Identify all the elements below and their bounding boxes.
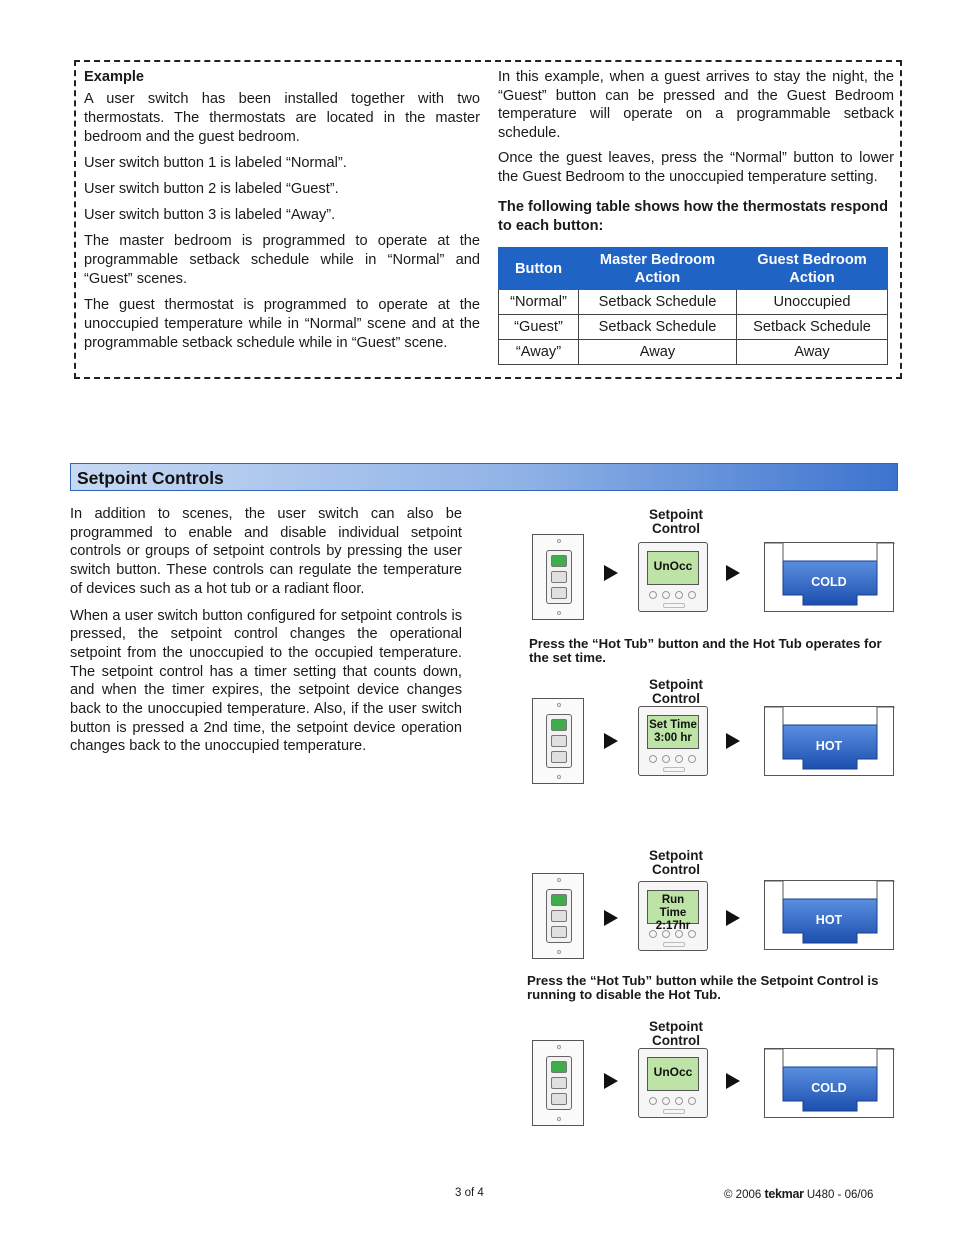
switch-plate xyxy=(546,889,572,943)
setpoint-control-device xyxy=(638,1048,708,1118)
knob-icon xyxy=(662,755,670,763)
example-paragraph: In this example, when a guest arrives to stay the night, the “Guest” button can be pressed and the Guest Bedroom temperature will operate on a programmable setback schedule. xyxy=(498,69,894,141)
lcd-text: Set Time xyxy=(649,719,697,731)
knob-icon xyxy=(675,930,683,938)
diagram-caption: Press the “Hot Tub” button while the Setpoint Control is running to disable the Hot Tub. xyxy=(527,973,879,1002)
table-row xyxy=(499,340,888,365)
user-switch xyxy=(532,873,584,959)
slot-icon xyxy=(663,1109,685,1114)
screw-icon xyxy=(557,1045,561,1049)
footer-credits xyxy=(724,1187,873,1201)
hot-tub xyxy=(764,880,894,950)
table-cell: Unoccupied xyxy=(737,290,888,315)
arrow-right-icon xyxy=(726,565,740,581)
setpoint-control-device xyxy=(638,542,708,612)
knob-icon xyxy=(688,591,696,599)
setpoint-control-device xyxy=(638,881,708,951)
lcd-text: UnOcc xyxy=(653,559,693,573)
setpoint-control-label: Setpoint Control xyxy=(649,507,703,536)
table-header: Button xyxy=(499,248,579,290)
copyright: © 2006 xyxy=(724,1189,762,1201)
lcd-display xyxy=(647,551,699,585)
setpoint-paragraph: When a user switch button configured for setpoint controls is pressed, the setpoint control changes the operational setpoint from the unoccupied to the occupied temperature. The setpoint control has a timer setting that counts down, and when the timer expires, the setpoint device changes back to the unoccupied temperature. Also, if the user switch button is pressed a 2nd time, the setpoint device operation changes back to the unoccupied temperature. xyxy=(70,607,462,755)
table-cell: “Away” xyxy=(499,340,579,365)
knob-icon xyxy=(688,1097,696,1105)
setpoint-control-label: Setpoint Control xyxy=(649,1019,703,1048)
screw-icon xyxy=(557,775,561,779)
table-intro: The following table shows how the thermostats respond to each button: xyxy=(498,199,889,234)
switch-button-2 xyxy=(551,735,567,747)
lcd-text: Run Time xyxy=(659,894,687,919)
screw-icon xyxy=(557,611,561,615)
arrow-right-icon xyxy=(726,910,740,926)
diagram-row xyxy=(520,506,900,616)
screw-icon xyxy=(557,1117,561,1121)
switch-button-3 xyxy=(551,751,567,763)
arrow-right-icon xyxy=(604,1073,618,1089)
section-title: Setpoint Controls xyxy=(77,468,224,488)
lcd-display xyxy=(647,1057,699,1091)
table-cell: Away xyxy=(737,340,888,365)
arrow-right-icon xyxy=(604,910,618,926)
slot-icon xyxy=(663,603,685,608)
hot-tub xyxy=(764,706,894,776)
brand-logo: tekmar xyxy=(764,1187,804,1201)
lcd-display xyxy=(647,890,699,932)
tub-state-label: COLD xyxy=(811,575,847,589)
knob-icon xyxy=(688,930,696,938)
tub-state-label: COLD xyxy=(811,1081,847,1095)
switch-button-2 xyxy=(551,1077,567,1089)
slot-icon xyxy=(663,767,685,772)
screw-icon xyxy=(557,878,561,882)
screw-icon xyxy=(557,950,561,954)
scene-table xyxy=(498,247,888,365)
switch-button-1 xyxy=(551,719,567,731)
knob-icon xyxy=(649,1097,657,1105)
doc-code: U480 - 06/06 xyxy=(806,1189,874,1201)
example-right-column xyxy=(498,68,894,365)
example-paragraph: The master bedroom is programmed to operate at the programmable setback schedule while in “Normal” and “Guest” scenes. xyxy=(84,233,480,287)
table-row xyxy=(499,290,888,315)
arrow-right-icon xyxy=(726,733,740,749)
example-paragraph: Once the guest leaves, press the “Normal” button to lower the Guest Bedroom to the unoccupied temperature setting. xyxy=(498,150,894,185)
user-switch xyxy=(532,534,584,620)
knob-icon xyxy=(662,1097,670,1105)
arrow-right-icon xyxy=(726,1073,740,1089)
tub-state-label: HOT xyxy=(815,913,843,927)
screw-icon xyxy=(557,539,561,543)
knob-icon xyxy=(675,1097,683,1105)
example-left-column xyxy=(84,68,480,360)
knob-icon xyxy=(688,755,696,763)
setpoint-body xyxy=(70,505,462,764)
knob-icon xyxy=(675,591,683,599)
table-cell: Setback Schedule xyxy=(579,315,737,340)
table-cell: Setback Schedule xyxy=(737,315,888,340)
table-header: Guest Bedroom Action xyxy=(737,248,888,290)
diagram-row xyxy=(520,847,900,957)
lcd-text: 3:00 hr xyxy=(654,732,692,744)
setpoint-control-device xyxy=(638,706,708,776)
switch-button-1 xyxy=(551,555,567,567)
page-number: 3 of 4 xyxy=(455,1187,484,1199)
table-cell: Away xyxy=(579,340,737,365)
knob-icon xyxy=(649,930,657,938)
diagram-row xyxy=(520,1018,900,1128)
switch-button-1 xyxy=(551,1061,567,1073)
diagram-caption: Press the “Hot Tub” button and the Hot Tub operates for the set time. xyxy=(529,636,882,665)
screw-icon xyxy=(557,703,561,707)
table-cell: Setback Schedule xyxy=(579,290,737,315)
switch-plate xyxy=(546,1056,572,1110)
arrow-right-icon xyxy=(604,565,618,581)
example-heading: Example xyxy=(84,69,145,85)
table-cell: “Guest” xyxy=(499,315,579,340)
knob-icon xyxy=(649,591,657,599)
section-header xyxy=(70,463,898,491)
table-header-row xyxy=(499,248,888,290)
setpoint-control-label: Setpoint Control xyxy=(649,848,703,877)
example-paragraph: User switch button 1 is labeled “Normal”. xyxy=(84,155,347,171)
switch-plate xyxy=(546,550,572,604)
knob-icon xyxy=(662,930,670,938)
example-paragraph: User switch button 3 is labeled “Away”. xyxy=(84,207,336,223)
lcd-text: UnOcc xyxy=(653,1065,693,1079)
arrow-right-icon xyxy=(604,733,618,749)
knob-icon xyxy=(675,755,683,763)
knob-icon xyxy=(649,755,657,763)
lcd-text: 2:17hr xyxy=(655,920,691,932)
switch-button-1 xyxy=(551,894,567,906)
hot-tub xyxy=(764,542,894,612)
slot-icon xyxy=(663,942,685,947)
table-cell: “Normal” xyxy=(499,290,579,315)
example-box xyxy=(74,60,902,379)
diagram-row xyxy=(520,676,900,786)
knob-icon xyxy=(662,591,670,599)
example-paragraph: The guest thermostat is programmed to operate at the unoccupied temperature while in “Normal” scene and at the programmable setback schedule while in “Guest” scene. xyxy=(84,297,480,351)
tub-state-label: HOT xyxy=(815,739,843,753)
setpoint-paragraph: In addition to scenes, the user switch can also be programmed to enable and disable individual setpoint controls or groups of setpoint controls by pressing the user switch button. These controls can regulate the temperature of devices such as a hot tub or a radiant floor. xyxy=(70,506,462,597)
setpoint-control-label: Setpoint Control xyxy=(649,677,703,706)
hot-tub xyxy=(764,1048,894,1118)
switch-button-3 xyxy=(551,926,567,938)
switch-button-2 xyxy=(551,910,567,922)
switch-button-2 xyxy=(551,571,567,583)
table-header: Master Bedroom Action xyxy=(579,248,737,290)
example-paragraph: A user switch has been installed together with two thermostats. The thermostats are located in the master bedroom and the guest bedroom. xyxy=(84,91,480,145)
switch-plate xyxy=(546,714,572,768)
switch-button-3 xyxy=(551,1093,567,1105)
user-switch xyxy=(532,1040,584,1126)
table-row xyxy=(499,315,888,340)
switch-button-3 xyxy=(551,587,567,599)
user-switch xyxy=(532,698,584,784)
example-paragraph: User switch button 2 is labeled “Guest”. xyxy=(84,181,339,197)
lcd-display xyxy=(647,715,699,749)
